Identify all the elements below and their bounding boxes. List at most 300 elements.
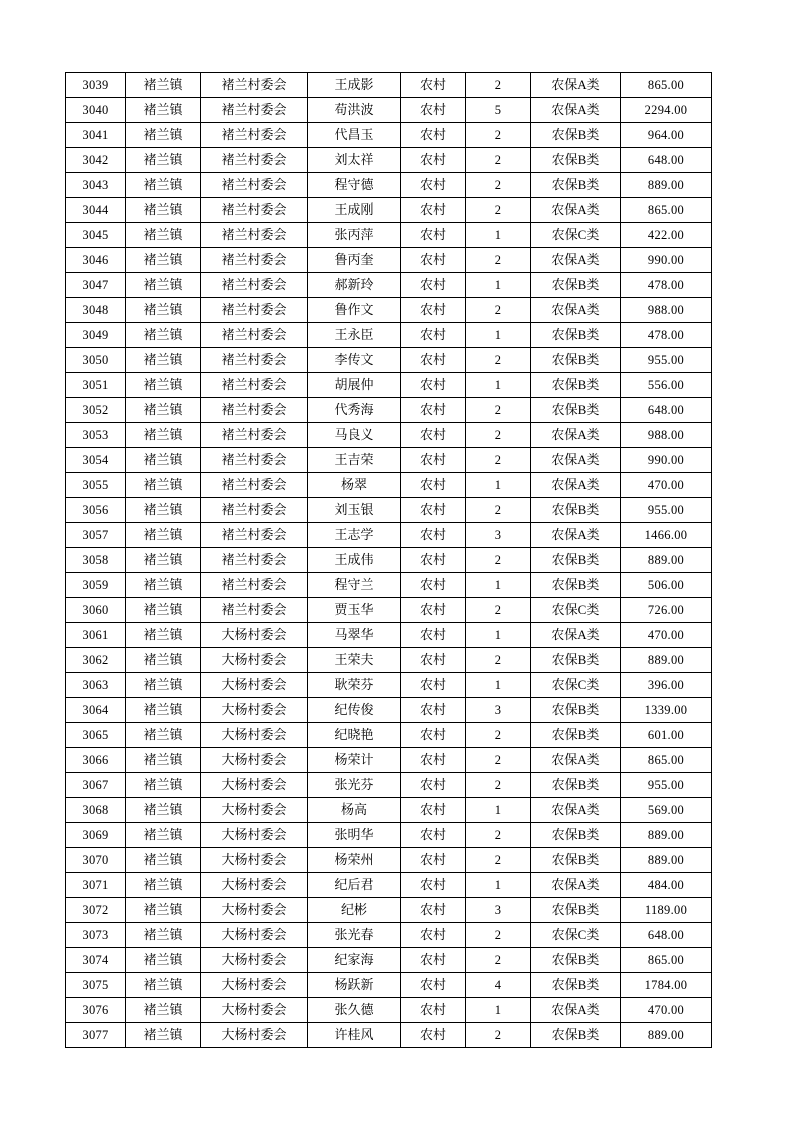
town-cell: 褚兰镇 <box>126 173 201 198</box>
person-count-cell: 3 <box>466 523 531 548</box>
village-committee-cell: 大杨村委会 <box>201 723 308 748</box>
person-name-cell: 耿荣芬 <box>308 673 401 698</box>
insurance-category-cell: 农保A类 <box>531 623 621 648</box>
village-committee-cell: 褚兰村委会 <box>201 98 308 123</box>
residence-type-cell: 农村 <box>401 523 466 548</box>
village-committee-cell: 褚兰村委会 <box>201 298 308 323</box>
village-committee-cell: 褚兰村委会 <box>201 198 308 223</box>
person-count-cell: 2 <box>466 1023 531 1048</box>
town-cell: 褚兰镇 <box>126 823 201 848</box>
serial-number-cell: 3046 <box>66 248 126 273</box>
amount-cell: 470.00 <box>621 473 712 498</box>
town-cell: 褚兰镇 <box>126 73 201 98</box>
amount-cell: 865.00 <box>621 73 712 98</box>
amount-cell: 955.00 <box>621 348 712 373</box>
village-committee-cell: 褚兰村委会 <box>201 373 308 398</box>
village-committee-cell: 褚兰村委会 <box>201 148 308 173</box>
residence-type-cell: 农村 <box>401 623 466 648</box>
table-row <box>66 898 712 923</box>
residence-type-cell: 农村 <box>401 748 466 773</box>
table-row <box>66 748 712 773</box>
town-cell: 褚兰镇 <box>126 998 201 1023</box>
town-cell: 褚兰镇 <box>126 448 201 473</box>
table-row <box>66 73 712 98</box>
town-cell: 褚兰镇 <box>126 498 201 523</box>
person-count-cell: 2 <box>466 748 531 773</box>
person-count-cell: 2 <box>466 173 531 198</box>
person-name-cell: 王永臣 <box>308 323 401 348</box>
person-name-cell: 纪彬 <box>308 898 401 923</box>
insurance-category-cell: 农保A类 <box>531 423 621 448</box>
serial-number-cell: 3055 <box>66 473 126 498</box>
amount-cell: 955.00 <box>621 498 712 523</box>
town-cell: 褚兰镇 <box>126 723 201 748</box>
serial-number-cell: 3054 <box>66 448 126 473</box>
person-name-cell: 程守兰 <box>308 573 401 598</box>
amount-cell: 484.00 <box>621 873 712 898</box>
serial-number-cell: 3040 <box>66 98 126 123</box>
amount-cell: 990.00 <box>621 248 712 273</box>
table-row <box>66 598 712 623</box>
amount-cell: 506.00 <box>621 573 712 598</box>
residence-type-cell: 农村 <box>401 348 466 373</box>
insurance-category-cell: 农保B类 <box>531 548 621 573</box>
serial-number-cell: 3062 <box>66 648 126 673</box>
village-committee-cell: 大杨村委会 <box>201 848 308 873</box>
residence-type-cell: 农村 <box>401 923 466 948</box>
person-name-cell: 杨跃新 <box>308 973 401 998</box>
person-name-cell: 王吉荣 <box>308 448 401 473</box>
village-committee-cell: 大杨村委会 <box>201 673 308 698</box>
town-cell: 褚兰镇 <box>126 473 201 498</box>
insurance-category-cell: 农保A类 <box>531 198 621 223</box>
person-count-cell: 2 <box>466 773 531 798</box>
amount-cell: 470.00 <box>621 998 712 1023</box>
town-cell: 褚兰镇 <box>126 973 201 998</box>
village-committee-cell: 大杨村委会 <box>201 698 308 723</box>
serial-number-cell: 3060 <box>66 598 126 623</box>
person-count-cell: 2 <box>466 498 531 523</box>
amount-cell: 648.00 <box>621 148 712 173</box>
village-committee-cell: 褚兰村委会 <box>201 573 308 598</box>
insurance-category-cell: 农保B类 <box>531 373 621 398</box>
village-committee-cell: 褚兰村委会 <box>201 548 308 573</box>
table-row <box>66 798 712 823</box>
person-name-cell: 王成影 <box>308 73 401 98</box>
serial-number-cell: 3076 <box>66 998 126 1023</box>
serial-number-cell: 3049 <box>66 323 126 348</box>
village-committee-cell: 褚兰村委会 <box>201 498 308 523</box>
town-cell: 褚兰镇 <box>126 573 201 598</box>
table-row <box>66 198 712 223</box>
person-count-cell: 2 <box>466 198 531 223</box>
person-name-cell: 胡展仲 <box>308 373 401 398</box>
town-cell: 褚兰镇 <box>126 523 201 548</box>
serial-number-cell: 3043 <box>66 173 126 198</box>
residence-type-cell: 农村 <box>401 198 466 223</box>
insurance-category-cell: 农保B类 <box>531 898 621 923</box>
amount-cell: 648.00 <box>621 398 712 423</box>
serial-number-cell: 3073 <box>66 923 126 948</box>
serial-number-cell: 3057 <box>66 523 126 548</box>
person-name-cell: 许桂风 <box>308 1023 401 1048</box>
person-name-cell: 王成伟 <box>308 548 401 573</box>
serial-number-cell: 3071 <box>66 873 126 898</box>
person-name-cell: 郝新玲 <box>308 273 401 298</box>
residence-type-cell: 农村 <box>401 548 466 573</box>
town-cell: 褚兰镇 <box>126 123 201 148</box>
town-cell: 褚兰镇 <box>126 848 201 873</box>
residence-type-cell: 农村 <box>401 148 466 173</box>
person-name-cell: 程守德 <box>308 173 401 198</box>
person-name-cell: 马翠华 <box>308 623 401 648</box>
person-name-cell: 贾玉华 <box>308 598 401 623</box>
amount-cell: 955.00 <box>621 773 712 798</box>
village-committee-cell: 褚兰村委会 <box>201 348 308 373</box>
serial-number-cell: 3066 <box>66 748 126 773</box>
person-count-cell: 1 <box>466 573 531 598</box>
person-name-cell: 王成刚 <box>308 198 401 223</box>
residence-type-cell: 农村 <box>401 898 466 923</box>
insurance-category-cell: 农保B类 <box>531 823 621 848</box>
person-name-cell: 王志学 <box>308 523 401 548</box>
insurance-category-cell: 农保B类 <box>531 323 621 348</box>
person-name-cell: 纪晓艳 <box>308 723 401 748</box>
amount-cell: 889.00 <box>621 648 712 673</box>
insurance-category-cell: 农保B类 <box>531 173 621 198</box>
person-count-cell: 2 <box>466 723 531 748</box>
amount-cell: 601.00 <box>621 723 712 748</box>
table-row <box>66 348 712 373</box>
serial-number-cell: 3048 <box>66 298 126 323</box>
table-row <box>66 223 712 248</box>
insurance-category-cell: 农保A类 <box>531 73 621 98</box>
insurance-category-cell: 农保A类 <box>531 473 621 498</box>
insurance-category-cell: 农保C类 <box>531 223 621 248</box>
village-committee-cell: 褚兰村委会 <box>201 73 308 98</box>
serial-number-cell: 3052 <box>66 398 126 423</box>
table-row <box>66 1023 712 1048</box>
person-count-cell: 5 <box>466 98 531 123</box>
residence-type-cell: 农村 <box>401 473 466 498</box>
amount-cell: 422.00 <box>621 223 712 248</box>
person-count-cell: 2 <box>466 648 531 673</box>
amount-cell: 470.00 <box>621 623 712 648</box>
person-name-cell: 张丙萍 <box>308 223 401 248</box>
table-row <box>66 148 712 173</box>
amount-cell: 889.00 <box>621 823 712 848</box>
amount-cell: 990.00 <box>621 448 712 473</box>
amount-cell: 2294.00 <box>621 98 712 123</box>
town-cell: 褚兰镇 <box>126 223 201 248</box>
person-name-cell: 鲁作文 <box>308 298 401 323</box>
residence-type-cell: 农村 <box>401 948 466 973</box>
person-count-cell: 2 <box>466 123 531 148</box>
table-row <box>66 273 712 298</box>
village-committee-cell: 大杨村委会 <box>201 748 308 773</box>
village-committee-cell: 大杨村委会 <box>201 823 308 848</box>
town-cell: 褚兰镇 <box>126 623 201 648</box>
person-count-cell: 2 <box>466 348 531 373</box>
town-cell: 褚兰镇 <box>126 348 201 373</box>
person-name-cell: 杨翠 <box>308 473 401 498</box>
insurance-category-cell: 农保B类 <box>531 348 621 373</box>
serial-number-cell: 3064 <box>66 698 126 723</box>
person-count-cell: 1 <box>466 323 531 348</box>
amount-cell: 648.00 <box>621 923 712 948</box>
table-row <box>66 723 712 748</box>
person-count-cell: 3 <box>466 698 531 723</box>
residence-type-cell: 农村 <box>401 373 466 398</box>
amount-cell: 988.00 <box>621 298 712 323</box>
serial-number-cell: 3039 <box>66 73 126 98</box>
town-cell: 褚兰镇 <box>126 548 201 573</box>
village-committee-cell: 大杨村委会 <box>201 798 308 823</box>
person-count-cell: 2 <box>466 148 531 173</box>
table-row <box>66 623 712 648</box>
village-committee-cell: 褚兰村委会 <box>201 423 308 448</box>
table-row <box>66 923 712 948</box>
table-row <box>66 323 712 348</box>
table-row <box>66 648 712 673</box>
village-committee-cell: 大杨村委会 <box>201 973 308 998</box>
village-committee-cell: 褚兰村委会 <box>201 398 308 423</box>
town-cell: 褚兰镇 <box>126 198 201 223</box>
amount-cell: 889.00 <box>621 173 712 198</box>
amount-cell: 726.00 <box>621 598 712 623</box>
table-row <box>66 98 712 123</box>
insurance-category-cell: 农保A类 <box>531 798 621 823</box>
town-cell: 褚兰镇 <box>126 248 201 273</box>
person-name-cell: 李传文 <box>308 348 401 373</box>
residence-type-cell: 农村 <box>401 223 466 248</box>
table-row <box>66 248 712 273</box>
insurance-category-cell: 农保A类 <box>531 998 621 1023</box>
person-count-cell: 2 <box>466 923 531 948</box>
table-row <box>66 973 712 998</box>
insurance-category-cell: 农保B类 <box>531 698 621 723</box>
person-count-cell: 2 <box>466 848 531 873</box>
town-cell: 褚兰镇 <box>126 298 201 323</box>
village-committee-cell: 褚兰村委会 <box>201 123 308 148</box>
town-cell: 褚兰镇 <box>126 898 201 923</box>
town-cell: 褚兰镇 <box>126 98 201 123</box>
person-count-cell: 1 <box>466 798 531 823</box>
town-cell: 褚兰镇 <box>126 748 201 773</box>
person-name-cell: 刘玉银 <box>308 498 401 523</box>
residence-type-cell: 农村 <box>401 698 466 723</box>
residence-type-cell: 农村 <box>401 448 466 473</box>
table-row <box>66 948 712 973</box>
person-count-cell: 1 <box>466 273 531 298</box>
serial-number-cell: 3044 <box>66 198 126 223</box>
person-count-cell: 2 <box>466 398 531 423</box>
amount-cell: 1784.00 <box>621 973 712 998</box>
insurance-category-cell: 农保B类 <box>531 123 621 148</box>
serial-number-cell: 3042 <box>66 148 126 173</box>
table-row <box>66 173 712 198</box>
village-committee-cell: 褚兰村委会 <box>201 523 308 548</box>
town-cell: 褚兰镇 <box>126 398 201 423</box>
insurance-category-cell: 农保A类 <box>531 748 621 773</box>
town-cell: 褚兰镇 <box>126 948 201 973</box>
serial-number-cell: 3065 <box>66 723 126 748</box>
insurance-category-cell: 农保A类 <box>531 523 621 548</box>
serial-number-cell: 3070 <box>66 848 126 873</box>
serial-number-cell: 3058 <box>66 548 126 573</box>
village-committee-cell: 褚兰村委会 <box>201 173 308 198</box>
residence-type-cell: 农村 <box>401 598 466 623</box>
insurance-category-cell: 农保B类 <box>531 848 621 873</box>
residence-type-cell: 农村 <box>401 173 466 198</box>
table-row <box>66 823 712 848</box>
village-committee-cell: 大杨村委会 <box>201 623 308 648</box>
person-count-cell: 2 <box>466 948 531 973</box>
table-row <box>66 773 712 798</box>
person-name-cell: 马良义 <box>308 423 401 448</box>
village-committee-cell: 褚兰村委会 <box>201 248 308 273</box>
town-cell: 褚兰镇 <box>126 148 201 173</box>
amount-cell: 865.00 <box>621 948 712 973</box>
table-row <box>66 398 712 423</box>
person-name-cell: 张光芬 <box>308 773 401 798</box>
village-committee-cell: 大杨村委会 <box>201 948 308 973</box>
table-row <box>66 698 712 723</box>
residence-type-cell: 农村 <box>401 73 466 98</box>
amount-cell: 556.00 <box>621 373 712 398</box>
insurance-category-cell: 农保B类 <box>531 273 621 298</box>
town-cell: 褚兰镇 <box>126 773 201 798</box>
person-count-cell: 2 <box>466 248 531 273</box>
person-count-cell: 1 <box>466 623 531 648</box>
insurance-category-cell: 农保B类 <box>531 148 621 173</box>
insurance-category-cell: 农保B类 <box>531 773 621 798</box>
town-cell: 褚兰镇 <box>126 923 201 948</box>
table-row <box>66 373 712 398</box>
person-count-cell: 1 <box>466 373 531 398</box>
town-cell: 褚兰镇 <box>126 423 201 448</box>
insurance-category-cell: 农保A类 <box>531 248 621 273</box>
village-committee-cell: 大杨村委会 <box>201 898 308 923</box>
person-name-cell: 代秀海 <box>308 398 401 423</box>
person-count-cell: 2 <box>466 823 531 848</box>
town-cell: 褚兰镇 <box>126 1023 201 1048</box>
residence-type-cell: 农村 <box>401 723 466 748</box>
insurance-category-cell: 农保B类 <box>531 648 621 673</box>
person-name-cell: 纪家海 <box>308 948 401 973</box>
insurance-category-cell: 农保A类 <box>531 98 621 123</box>
village-committee-cell: 褚兰村委会 <box>201 598 308 623</box>
residence-type-cell: 农村 <box>401 848 466 873</box>
residence-type-cell: 农村 <box>401 1023 466 1048</box>
serial-number-cell: 3053 <box>66 423 126 448</box>
amount-cell: 1189.00 <box>621 898 712 923</box>
village-committee-cell: 大杨村委会 <box>201 773 308 798</box>
amount-cell: 964.00 <box>621 123 712 148</box>
table-row <box>66 423 712 448</box>
insurance-category-cell: 农保B类 <box>531 398 621 423</box>
table-row <box>66 123 712 148</box>
table-row <box>66 498 712 523</box>
person-name-cell: 张久德 <box>308 998 401 1023</box>
amount-cell: 889.00 <box>621 548 712 573</box>
serial-number-cell: 3069 <box>66 823 126 848</box>
town-cell: 褚兰镇 <box>126 373 201 398</box>
residence-type-cell: 农村 <box>401 98 466 123</box>
amount-cell: 396.00 <box>621 673 712 698</box>
person-name-cell: 刘太祥 <box>308 148 401 173</box>
town-cell: 褚兰镇 <box>126 323 201 348</box>
serial-number-cell: 3067 <box>66 773 126 798</box>
town-cell: 褚兰镇 <box>126 673 201 698</box>
person-name-cell: 纪后君 <box>308 873 401 898</box>
amount-cell: 478.00 <box>621 273 712 298</box>
village-committee-cell: 大杨村委会 <box>201 923 308 948</box>
pension-payment-table <box>65 72 712 1048</box>
insurance-category-cell: 农保A类 <box>531 448 621 473</box>
insurance-category-cell: 农保B类 <box>531 973 621 998</box>
insurance-category-cell: 农保B类 <box>531 948 621 973</box>
person-name-cell: 杨荣州 <box>308 848 401 873</box>
person-count-cell: 1 <box>466 223 531 248</box>
insurance-category-cell: 农保C类 <box>531 673 621 698</box>
serial-number-cell: 3051 <box>66 373 126 398</box>
village-committee-cell: 褚兰村委会 <box>201 473 308 498</box>
village-committee-cell: 大杨村委会 <box>201 873 308 898</box>
table-row <box>66 873 712 898</box>
village-committee-cell: 褚兰村委会 <box>201 223 308 248</box>
town-cell: 褚兰镇 <box>126 798 201 823</box>
table-row <box>66 298 712 323</box>
table-row <box>66 848 712 873</box>
person-name-cell: 张明华 <box>308 823 401 848</box>
person-count-cell: 1 <box>466 998 531 1023</box>
residence-type-cell: 农村 <box>401 573 466 598</box>
serial-number-cell: 3059 <box>66 573 126 598</box>
amount-cell: 1466.00 <box>621 523 712 548</box>
serial-number-cell: 3068 <box>66 798 126 823</box>
person-name-cell: 苟洪波 <box>308 98 401 123</box>
village-committee-cell: 大杨村委会 <box>201 1023 308 1048</box>
person-name-cell: 张光春 <box>308 923 401 948</box>
person-count-cell: 2 <box>466 73 531 98</box>
village-committee-cell: 大杨村委会 <box>201 648 308 673</box>
person-name-cell: 王荣夫 <box>308 648 401 673</box>
table-row <box>66 548 712 573</box>
person-name-cell: 代昌玉 <box>308 123 401 148</box>
person-count-cell: 2 <box>466 298 531 323</box>
residence-type-cell: 农村 <box>401 273 466 298</box>
table-row <box>66 673 712 698</box>
person-count-cell: 2 <box>466 598 531 623</box>
residence-type-cell: 农村 <box>401 398 466 423</box>
amount-cell: 569.00 <box>621 798 712 823</box>
town-cell: 褚兰镇 <box>126 648 201 673</box>
residence-type-cell: 农村 <box>401 423 466 448</box>
village-committee-cell: 大杨村委会 <box>201 998 308 1023</box>
insurance-category-cell: 农保B类 <box>531 498 621 523</box>
table-row <box>66 473 712 498</box>
amount-cell: 865.00 <box>621 748 712 773</box>
residence-type-cell: 农村 <box>401 248 466 273</box>
table-row <box>66 523 712 548</box>
serial-number-cell: 3074 <box>66 948 126 973</box>
person-count-cell: 1 <box>466 473 531 498</box>
serial-number-cell: 3041 <box>66 123 126 148</box>
serial-number-cell: 3075 <box>66 973 126 998</box>
serial-number-cell: 3061 <box>66 623 126 648</box>
serial-number-cell: 3045 <box>66 223 126 248</box>
